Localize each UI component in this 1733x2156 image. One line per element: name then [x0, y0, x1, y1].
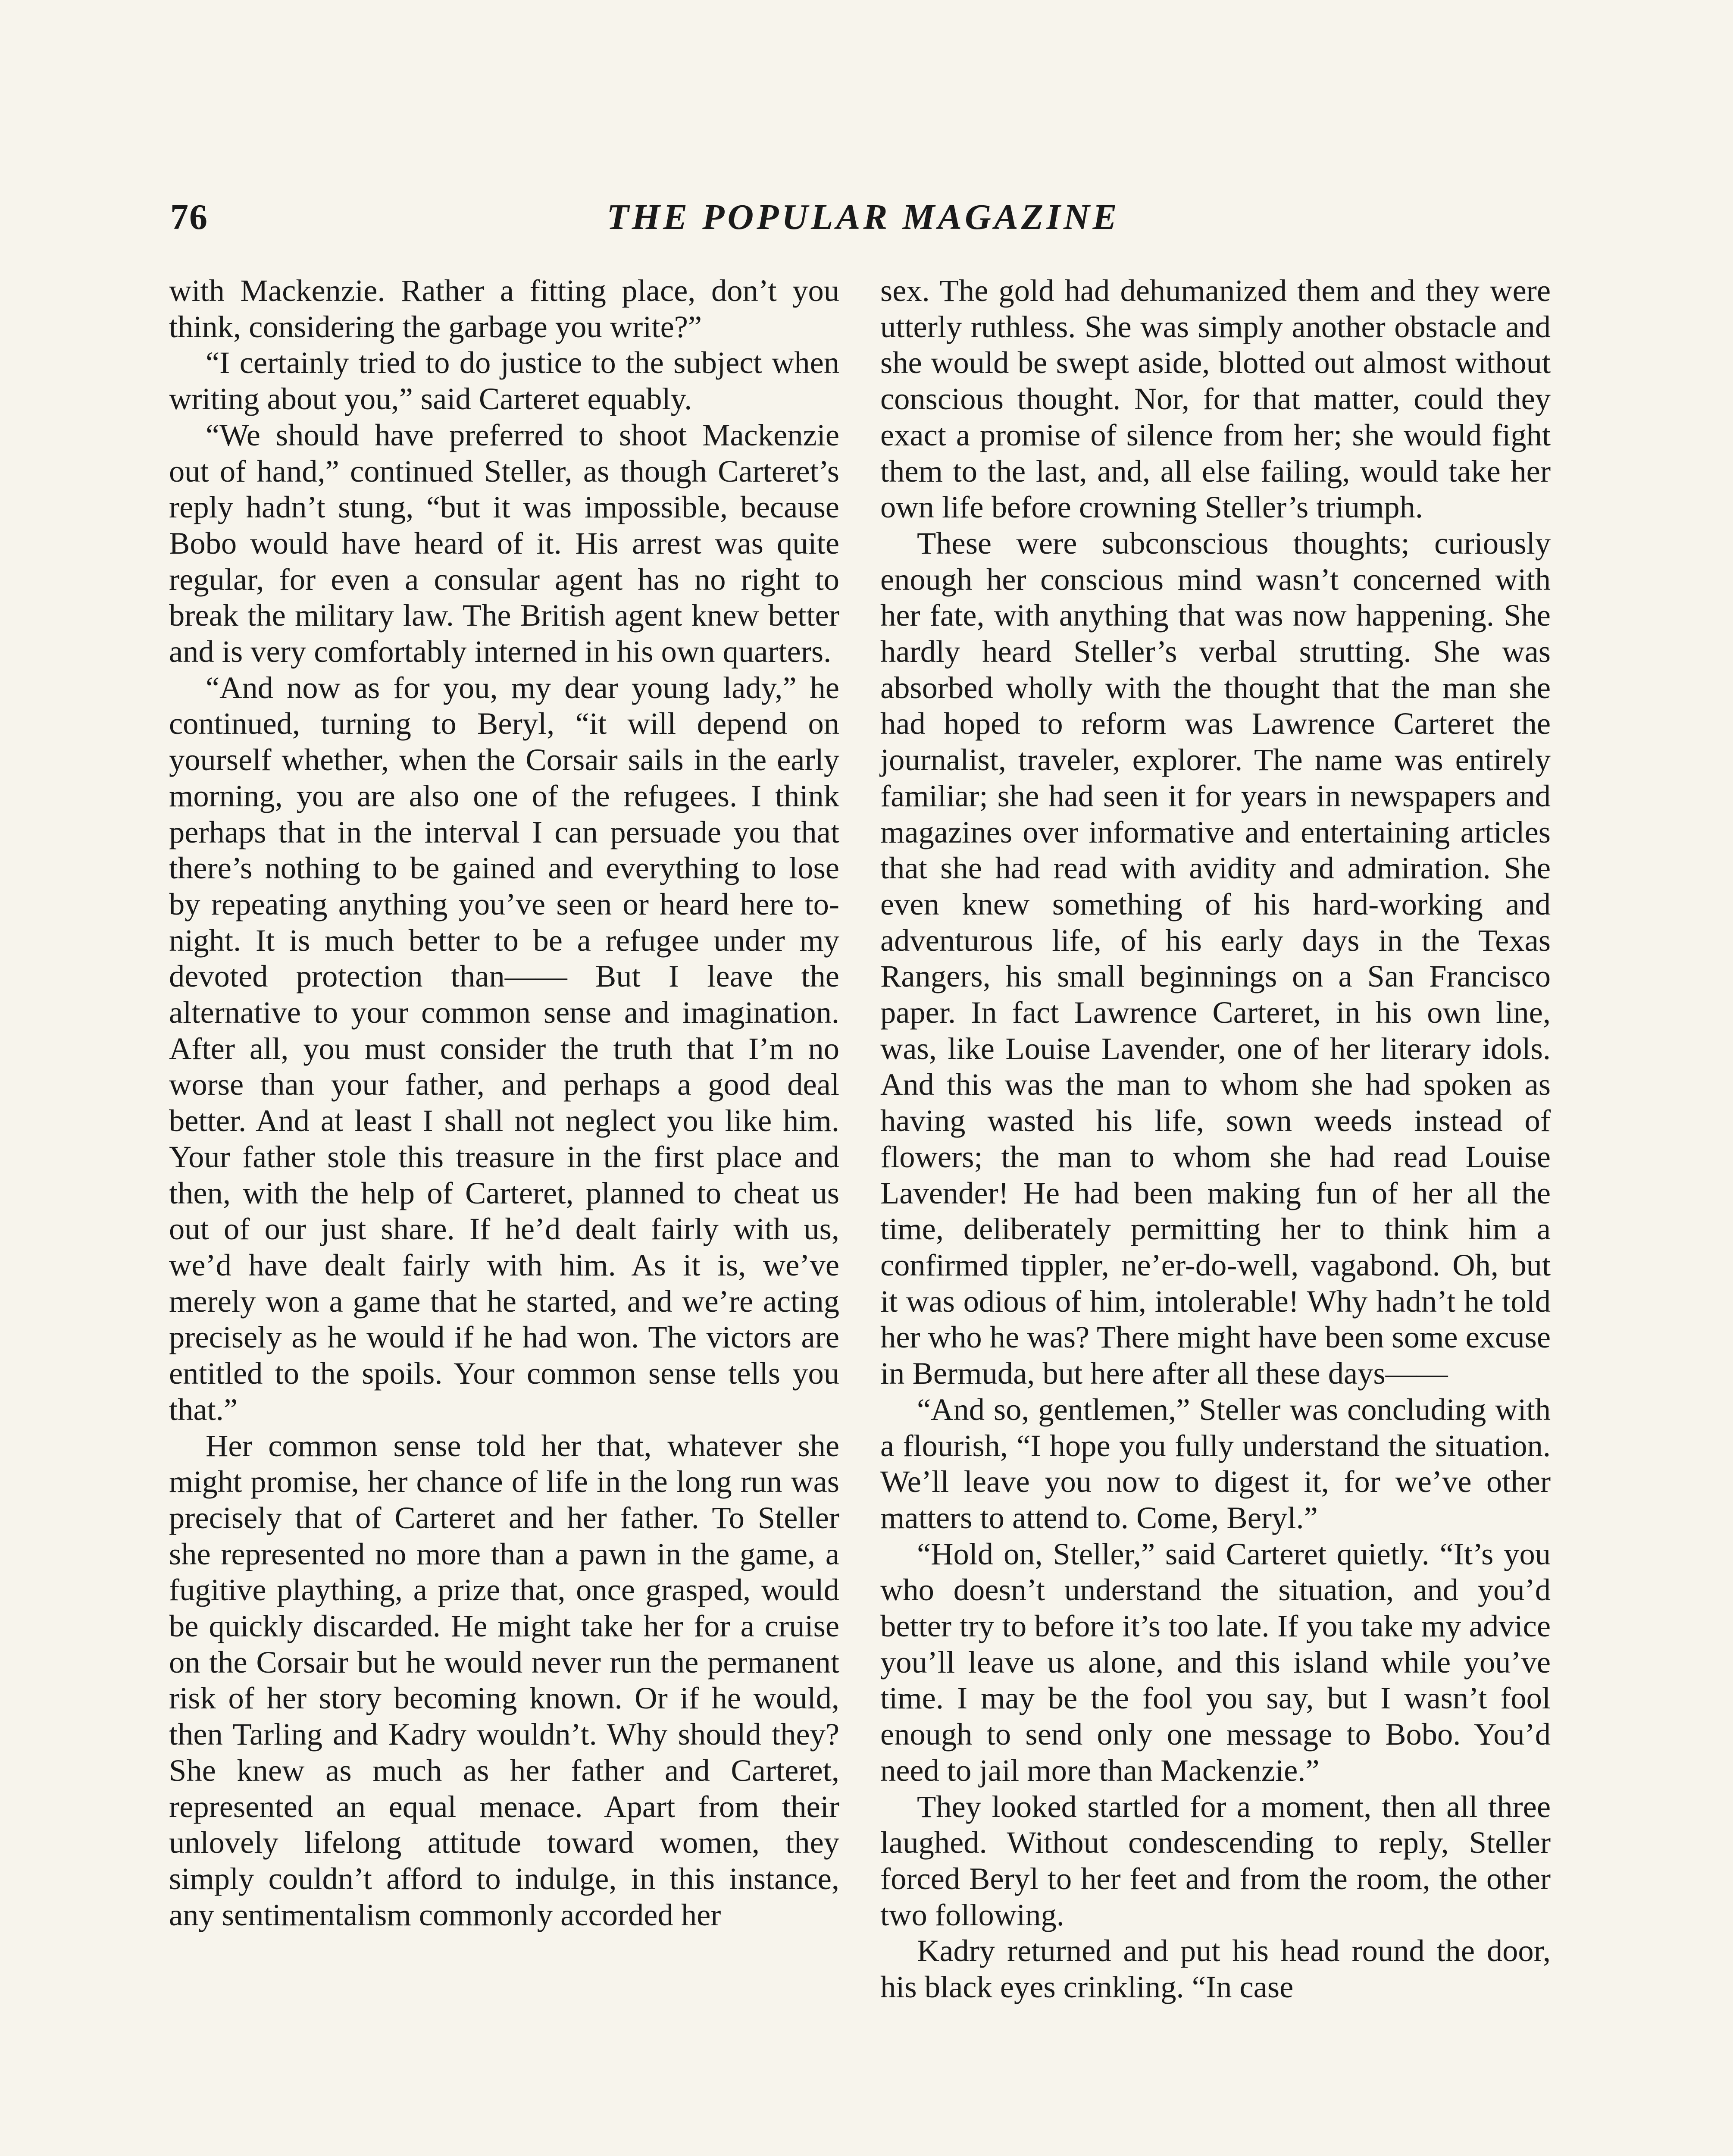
paragraph: “Hold on, Steller,” said Carteret quietly. “It’s you who doesn’t understand the situation, and you’d better try to before it’s too late. If you take my advice you’ll leave us alone, and this island while you’ve time. I may be the fool you say, but I wasn’t fool enough to send only one message to Bobo. You’d need to jail more than Mackenzie.”: [880, 1536, 1551, 1788]
page-number: 76: [170, 197, 208, 237]
paragraph: Kadry returned and put his head round the door, his black eyes crinkling. “In case: [880, 1933, 1551, 2005]
right-column: [880, 273, 1551, 2005]
paragraph: “And so, gentlemen,” Steller was concluding with a flourish, “I hope you fully understand the situation. We’ll leave you now to digest it, for we’ve other matters to attend to. Come, Beryl.”: [880, 1391, 1551, 1535]
left-column: [169, 273, 839, 1933]
paragraph: “And now as for you, my dear young lady,” he continued, turning to Beryl, “it will depend on yourself whether, when the Corsair sails in the early morning, you are also one of the refugees. I think perhaps that in the interval I can persuade you that there’s nothing to be gained and everything to lose by repeating anything you’ve seen or heard here to-night. It is much better to be a refugee under my devoted protection than—— But I leave the alternative to your common sense and imagination. After all, you must consider the truth that I’m no worse than your father, and perhaps a good deal better. And at least I shall not neglect you like him. Your father stole this treasure in the first place and then, with the help of Carteret, planned to cheat us out of our just share. If he’d dealt fairly with us, we’d have dealt fairly with him. As it is, we’ve merely won a game that he started, and we’re acting precisely as he would if he had won. The victors are entitled to the spoils. Your common sense tells you that.”: [169, 670, 839, 1427]
paragraph: Her common sense told her that, whatever she might promise, her chance of life in the long run was precisely that of Carteret and her father. To Steller she represented no more than a pawn in the game, a fugitive plaything, a prize that, once grasped, would be quickly discarded. He might take her for a cruise on the Corsair but he would never run the permanent risk of her story becoming known. Or if he would, then Tarling and Kadry wouldn’t. Why should they? She knew as much as her father and Carteret, represented an equal menace. Apart from their unlovely lifelong attitude toward women, they simply couldn’t afford to indulge, in this instance, any sentimentalism commonly accorded her: [169, 1428, 839, 1932]
paragraph: “I certainly tried to do justice to the subject when writing about you,” said Carteret equably.: [169, 345, 839, 417]
paragraph: sex. The gold had dehumanized them and they were utterly ruthless. She was simply another obstacle and she would be swept aside, blotted out almost without conscious thought. Nor, for that matter, could they exact a promise of silence from her; she would fight them to the last, and, all else failing, would take her own life before crowning Steller’s triumph.: [880, 273, 1551, 525]
page-header: [170, 183, 1556, 248]
running-title: THE POPULAR MAGAZINE: [607, 197, 1120, 237]
paragraph: These were subconscious thoughts; curiously enough her conscious mind wasn’t concerned with her fate, with anything that was now happening. She hardly heard Steller’s verbal strutting. She was absorbed wholly with the thought that the man she had hoped to reform was Lawrence Carteret the journalist, traveler, explorer. The name was entirely familiar; she had seen it for years in newspapers and magazines over informative and entertaining articles that she had read with avidity and admiration. She even knew something of his hard-working and adventurous life, of his early days in the Texas Rangers, his small beginnings on a San Francisco paper. In fact Lawrence Carteret, in his own line, was, like Louise Lavender, one of her literary idols. And this was the man to whom she had spoken as having wasted his life, sown weeds instead of flowers; the man to whom she had read Louise Lavender! He had been making fun of her all the time, deliberately permitting her to think him a confirmed tippler, ne’er-do-well, vagabond. Oh, but it was odious of him, intolerable! Why hadn’t he told her who he was? There might have been some excuse in Bermuda, but here after all these days——: [880, 525, 1551, 1391]
paragraph: They looked startled for a moment, then all three laughed. Without condescending to reply, Steller forced Beryl to her feet and from the room, the other two following.: [880, 1789, 1551, 1932]
paragraph: “We should have preferred to shoot Mackenzie out of hand,” continued Steller, as though Carteret’s reply hadn’t stung, “but it was impossible, because Bobo would have heard of it. His arrest was quite regular, for even a consular agent has no right to break the military law. The British agent knew better and is very comfortably interned in his own quarters.: [169, 417, 839, 669]
paragraph: with Mackenzie. Rather a fitting place, don’t you think, considering the garbage you write?”: [169, 273, 839, 344]
